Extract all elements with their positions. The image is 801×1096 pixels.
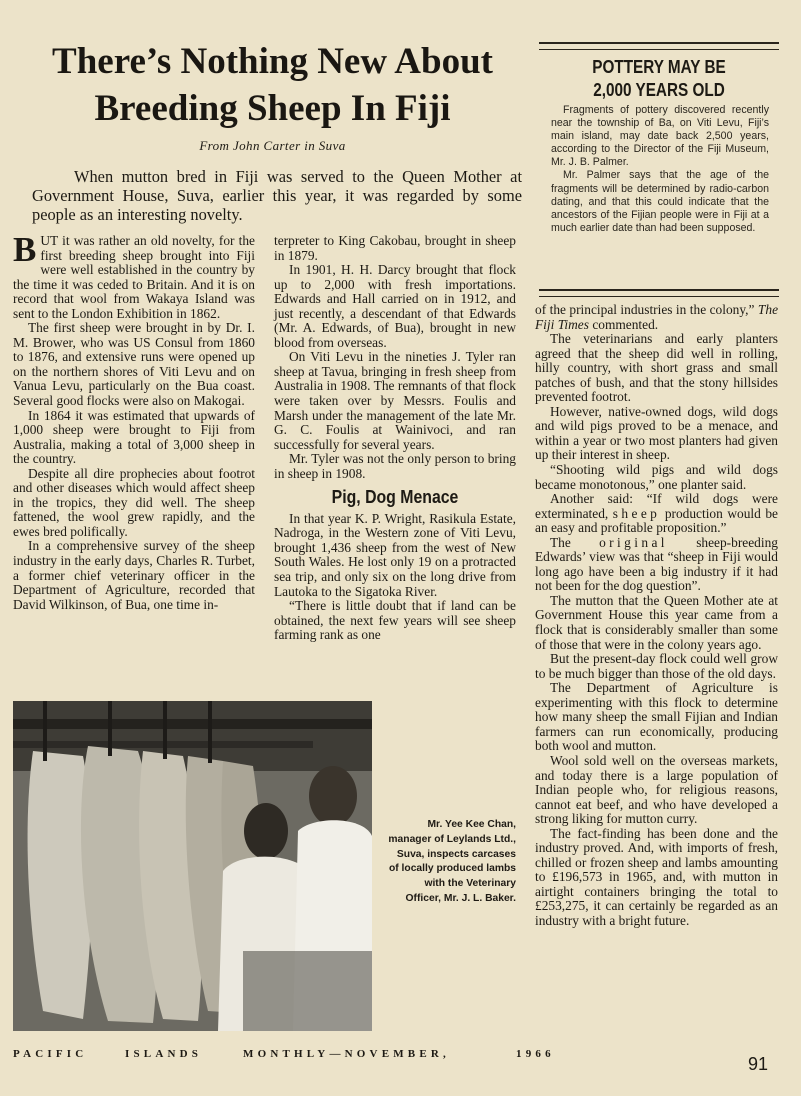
sidebar-top-rule [539, 42, 779, 50]
sidebar-body [551, 104, 769, 235]
footer-year: 1966 [516, 1048, 555, 1060]
standfirst: When mutton bred in Fiji was served to the Queen Mother at Government House, Suva, earlier this year, it was regarded by some people as an interesting novelty. [32, 167, 522, 224]
paragraph: The fact-finding has been done and the industry proved. And, with imports of fresh, chilled or frozen sheep and lambs amounting to £196,573 in 1965, and, with mutton in airtight containers bringing the total to £253,275, it can certainly be regarded as an industry with a bright future. [535, 825, 778, 928]
paragraph: On Viti Levu in the nineties J. Tyler ran sheep at Tavua, bringing in fresh sheep from Australia in 1908. The remnants of that flock were taken over by Messrs. Foulis and Marsh under the management of the late Mr. G. C. Foulis at Wainivoci, and ran successfully for several years. [274, 349, 516, 452]
footer-word-monthly: MONTHLY—NOVEMBER, [243, 1048, 450, 1060]
article-column-1 [13, 230, 255, 612]
paragraph: Fragments of pottery discovered recently near the township of Ba, on Viti Levu, Fiji’s main island, may date back 2,500 years, according to the Director of the Fiji Museum, Mr. J. B. Palmer. [551, 104, 769, 169]
sidebar-bottom-rule [539, 289, 779, 297]
article-headline [20, 38, 525, 132]
photo-sheep-carcases [13, 701, 372, 1031]
paragraph: Mr. Tyler was not the only person to bring in sheep in 1908. [274, 451, 516, 481]
paragraph: BUT it was rather an old novelty, for the first breeding sheep brought into Fiji were well established in the country by the time it was ceded to Britain. And it is on record that wool from Wakaya Island was sent to the London Exhibition in 1862. [13, 230, 255, 321]
paragraph: terpreter to King Cakobau, brought in sheep in 1879. [274, 233, 516, 263]
paragraph: “Shooting wild pigs and wild dogs became monotonous,” one planter said. [535, 462, 778, 492]
paragraph: Despite all dire prophecies about footrot and other diseases which would affect sheep in the tropics, they did well. The sheep fattened, the wool grew rapidly, and the ewes bred polifically. [13, 465, 255, 539]
footer-word-islands: ISLANDS [125, 1048, 203, 1060]
article-column-2 [274, 234, 516, 643]
paragraph: In that year K. P. Wright, Rasikula Estate, Nadroga, in the Western zone of Viti Levu, brought 1,436 sheep from the west of New South Wales. He lost only 19 on a protracted sea trip, and only six on the long drive from Lautoka to the Sigatoka River. [274, 510, 516, 599]
paragraph: The Department of Agriculture is experimenting with this flock to determine how many sheep the small Fijian and Indian farmers can run economically, producing both wool and mutton. [535, 680, 778, 754]
paragraph: Another said: “If wild dogs were exterminated, sheep production would be an easy and profitable proposition.” [535, 491, 778, 536]
byline: From John Carter in Suva [199, 138, 346, 153]
paragraph: Wool sold well on the overseas markets, and today there is a large population of Indian people who, for religious reasons, cannot eat beef, and who have developed a strong liking for mutton curry. [535, 752, 778, 827]
footer-word-pacific: PACIFIC [13, 1048, 88, 1060]
paragraph: The original sheep-breeding Edwards’ view was that “sheep in Fiji would long ago have been a big industry if it had not been for the dog question”. [535, 534, 778, 594]
paragraph: Mr. Palmer says that the age of the fragments will be determined by radio-carbon dating, and that this could indicate that the ancestors of the Fijian people were in Fiji at a much earlier date than had been supposed. [551, 169, 769, 234]
photo-caption: Mr. Yee Kee Chan, manager of Leylands Ltd., Suva, inspects carcases of locally produced lambs with the Veterinary Officer, Mr. J. L. Baker. [388, 819, 516, 904]
sidebar-title: POTTERY MAY BE 2,000 YEARS OLD [592, 57, 726, 100]
newspaper-name: The Fiji Times [535, 302, 779, 332]
page-number: 91 [748, 1054, 769, 1074]
paragraph: The first sheep were brought in by Dr. I. M. Brower, who was US Consul from 1860 to 1876, and extensive runs were opened up on the northern shores of Viti Levu and on Vanua Levu, particularly on the Bua coast. Several good flocks were also on Makogai. [13, 320, 255, 409]
photo-illustration [13, 701, 372, 1031]
headline-line-2: Breeding Sheep In Fiji [94, 88, 451, 129]
paragraph: of the principal industries in the colony,” The Fiji Times commented. [535, 302, 779, 332]
paragraph: The mutton that the Queen Mother ate at Government House this year came from a flock that is considerably smaller than some of those that were in the colony years ago. [535, 592, 778, 652]
paragraph: The veterinarians and early planters agreed that the sheep did well in rolling, hilly country, with short grass and small patches of bush, and that the stony hillsides prevented footrot. [535, 331, 778, 405]
paragraph: In a comprehensive survey of the sheep industry in the early days, Charles R. Turbet, a former chief veterinary officer in the Department of Agriculture, recorded that David Wilkinson, of Bua, one time in- [13, 538, 255, 612]
paragraph: But the present-day flock could well grow to be much bigger than those of the old days. [535, 651, 778, 681]
paragraph: “There is little doubt that if land can be obtained, the next few years will see sheep farming rank as one [274, 598, 516, 643]
paragraph: In 1901, H. H. Darcy brought that flock up to 2,000 with fresh importations. Edwards and Hall carried on in 1912, and just recently, a descendant of that Edwards (Mr. A. Edwards, of Bua), brought in new blood from overseas. [274, 262, 516, 350]
headline-line-1: There’s Nothing New About [52, 41, 493, 82]
subheading: Pig, Dog Menace [331, 487, 459, 508]
drop-cap: B [13, 230, 37, 269]
article-column-3 [535, 303, 778, 929]
paragraph: However, native-owned dogs, wild dogs and wild pigs proved to be a menace, and within a year or two most planters had given up their interest in sheep. [535, 403, 778, 463]
paragraph: In 1864 it was estimated that upwards of 1,000 sheep were brought to Fiji from Australia, making a total of 3,000 sheep in the country. [13, 407, 255, 467]
